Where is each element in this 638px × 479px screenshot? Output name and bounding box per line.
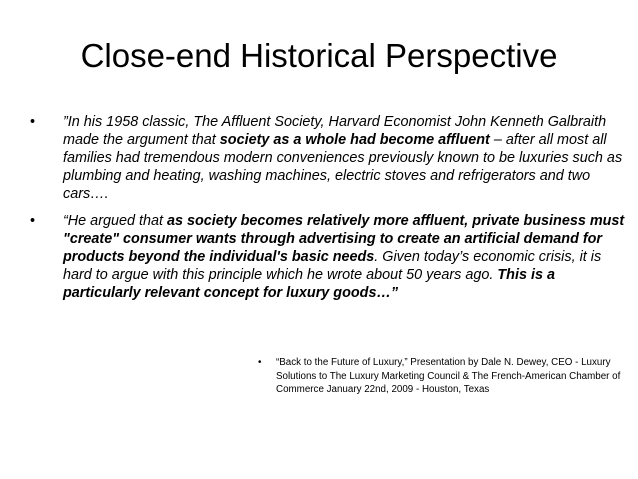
citation-marker: • xyxy=(258,357,262,368)
bullet-marker: • xyxy=(30,213,36,229)
bullet-emphasis: society as a whole had become affluent xyxy=(219,132,490,148)
bullet-text: – after all most all families had tremendous modern conveniences previously known to be luxuries such as plumbing and heating, washing machines, electric stoves and refrigerators and two cars…. xyxy=(63,132,623,202)
bullet-emphasis: as society becomes relatively more affluent, private business must "create" consumer wants through advertising to create an artificial demand for products beyond the individual's basic needs xyxy=(63,213,625,265)
citation-note xyxy=(258,356,636,397)
bullet-text: . Given today’s economic crisis, it is hard to argue with this principle which he wrote about 50 years ago. xyxy=(63,249,602,283)
bullet-marker: • xyxy=(30,114,36,130)
bullet-text: ”In his 1958 classic, The Affluent Society, Harvard Economist John Kenneth Galbraith made the argument that xyxy=(63,114,607,148)
bullet-created-consumer-wants xyxy=(30,212,630,302)
bullet-galbraith-affluent-society xyxy=(30,113,630,203)
citation-text: “Back to the Future of Luxury,” Presentation by Dale N. Dewey, CEO - Luxury Solutions to The Luxury Marketing Council & The French-American Chamber of Commerce January 22nd, 2009 - Houston, Texas xyxy=(276,357,621,395)
bullet-list xyxy=(30,113,630,311)
slide-title: Close-end Historical Perspective xyxy=(80,37,558,74)
bullet-emphasis: This is a particularly relevant concept for luxury goods…” xyxy=(63,267,555,301)
bullet-text: “He argued that xyxy=(63,213,167,229)
